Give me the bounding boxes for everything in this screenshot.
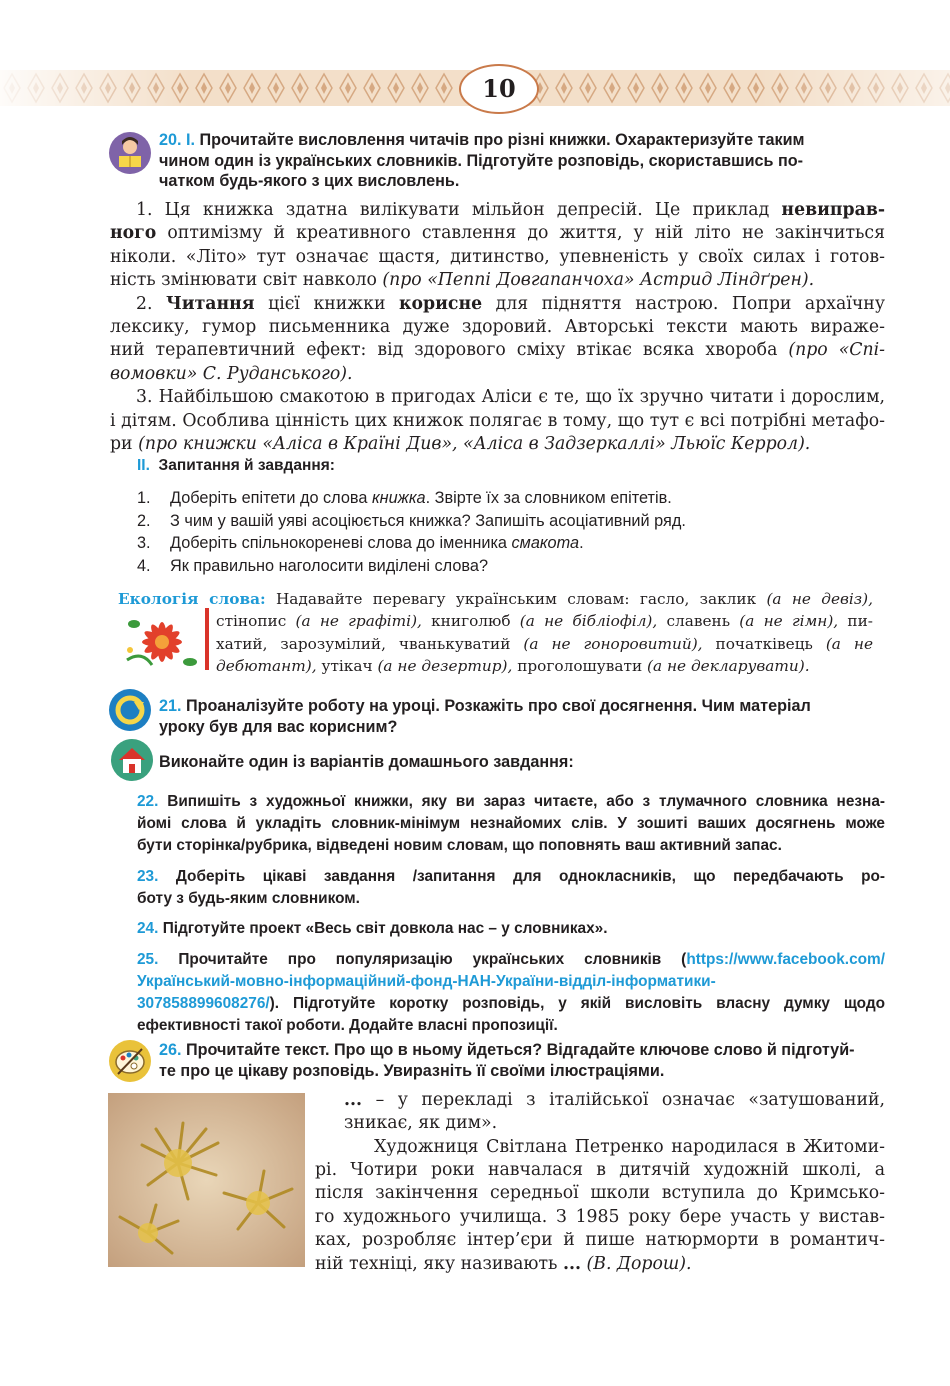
task-21: 21. Проаналізуйте роботу на уроці. Розкажіть про свої досягнення. Чим матеріал уроку був для вас корисним?	[159, 697, 811, 736]
quote-line: ність змінювати світ навколо (про «Пеппі Довгапанчоха» Астрид Ліндґрен).	[110, 270, 815, 291]
quote-line: і дітям. Особлива цінність цих книжок полягає в тому, що тут є всі потрібні метафо-	[110, 410, 885, 431]
page-number: 10	[459, 64, 539, 114]
chrysanthemum-painting	[108, 1093, 305, 1267]
task-text-line: чином один із українських словників. Підготуйте розповідь, скориставшись по-	[159, 151, 804, 170]
reading-girl-icon	[108, 131, 152, 175]
quote-line: 3. Найбільшою смакотою в пригодах Аліси є те, що їх зручно читати і дорослим,	[136, 387, 885, 408]
quote-line: ри (про книжки «Аліса в Країні Див», «Аліса в Задзеркаллі» Льюїс Керрол).	[110, 434, 811, 455]
quote-line: ніколи. «Літо» тут означає щастя, дитинство, упевненість у своїх силах і готов-	[110, 246, 885, 267]
reader-quotes	[110, 199, 885, 456]
task-26: 26. Прочитайте текст. Про що в ньому йдеться? Відгадайте ключове слово й підготуй- те про це цікаву розповідь. Увиразніть її своїми ілюстраціями.	[159, 1041, 855, 1080]
reflection-arrow-icon	[108, 688, 152, 732]
quote-line: ного оптимізму й креативного ставлення до життя, у ній літо не закінчиться	[110, 223, 885, 244]
facebook-link-cont[interactable]: Український-мовно-інформаційний-фонд-НАН-України-відділ-інформатики-	[137, 973, 716, 990]
quote-line: 2. Читання цієї книжки корисне для підняття настрою. Попри архаїчну	[136, 293, 885, 314]
ecology-label: Екологія слова:	[118, 590, 266, 608]
facebook-link-end[interactable]: 307858899608276/	[137, 995, 270, 1012]
list-item: 3. Доберіть спільнокореневі слова до іменника смакота.	[137, 534, 584, 552]
section-2-heading: II. Запитання й завдання:	[137, 457, 335, 474]
text-26-body: рі. Чотири роки навчалася в дитячій художній школі, а після закінчення середньої школи вступила до Кримсько- го художнього училища. З 1985 року бере участь у вистав- ках, розробляє інтер’єри й пише натюрморти в романтич- ній техніці, яку називають ... (В. Дорош).	[315, 1160, 885, 1274]
list-item: 4. Як правильно наголосити виділені слова?	[137, 556, 489, 575]
ecology-line: хатий, зарозумілий, чванькуватий (а не гоноровитий), початківець (а не	[216, 634, 873, 653]
task-22: 22. Випишіть з художньої книжки, яку ви зараз читаєте, або з тлумачного словника незна- йомі слова й укладіть словник-мінімум незнайомих слів. У зошиті ваших досягнень може бути сторінка/рубрика, відведені новим словам, що поповнять ваш активний запас.	[137, 793, 886, 854]
palette-icon	[108, 1039, 152, 1083]
ecology-of-word	[118, 588, 873, 611]
task-20	[159, 130, 885, 192]
ecology-body	[216, 610, 873, 678]
house-icon	[110, 738, 154, 782]
facebook-link[interactable]: https://www.facebook.com/	[686, 951, 885, 968]
homework-heading: Виконайте один із варіантів домашнього завдання:	[159, 753, 574, 771]
quote-line: ний терапевтичний ефект: від здорового сміху втікає всяка хвороба (про «Спі-	[110, 340, 885, 361]
part-roman: I.	[186, 131, 196, 149]
ecology-line: Екологія слова: Надавайте перевагу українським словам: гасло, заклик (а не девіз),	[118, 590, 873, 608]
ecology-line: дебютант), утікач (а не дезертир), проголошувати (а не декларувати).	[216, 657, 810, 675]
task-24: 24. Підготуйте проект «Весь світ довкола нас – у словниках».	[137, 920, 608, 937]
task-text-line: чатком будь-якого з цих висловлень.	[159, 172, 460, 190]
flower-ornament-image	[122, 610, 202, 674]
quote-line: 1. Ця книжка здатна вилікувати мільйон депресій. Це приклад невиправ-	[136, 200, 885, 220]
task-25: 25. Прочитайте про популяризацію українських словників (https://www.facebook.com/ Український-мовно-інформаційний-фонд-НАН-України-відділ-інформатики- 307858899608276/). Підготуйте коротку розповідь, у якій висловіть власну думку щодо ефективності такої роботи. Додайте власні пропозиції.	[137, 951, 885, 1034]
list-item: 2. З чим у вашій уяві асоціюється книжка? Запишіть асоціативний ряд.	[137, 511, 686, 530]
list-item: 1. Доберіть епітети до слова книжка. Звірте їх за словником епітетів.	[137, 489, 672, 507]
ecology-line: стінопис (а не графіті), книголюб (а не бібліофіл), славень (а не гімн), пи-	[216, 612, 873, 630]
text-26: ... – у перекладі з італійської означає «затушований, зникає, як дим». Художниця Світлана Петренко народилася в Житоми-	[344, 1090, 885, 1157]
question-list	[137, 487, 897, 577]
quote-line: вомовки» С. Руданського).	[110, 363, 353, 384]
task-number: 20.	[159, 131, 182, 149]
quote-line: лексику, гумор письменника дуже здоровий. Авторські тексти мають вираже-	[110, 317, 885, 338]
task-text-line: Прочитайте висловлення читачів про різні книжки. Охарактеризуйте таким	[199, 131, 805, 149]
ecology-red-bar	[205, 608, 209, 670]
task-23: 23. Доберіть цікаві завдання /запитання для однокласників, що передбачають ро- боту з будь-яким словником.	[137, 868, 886, 907]
